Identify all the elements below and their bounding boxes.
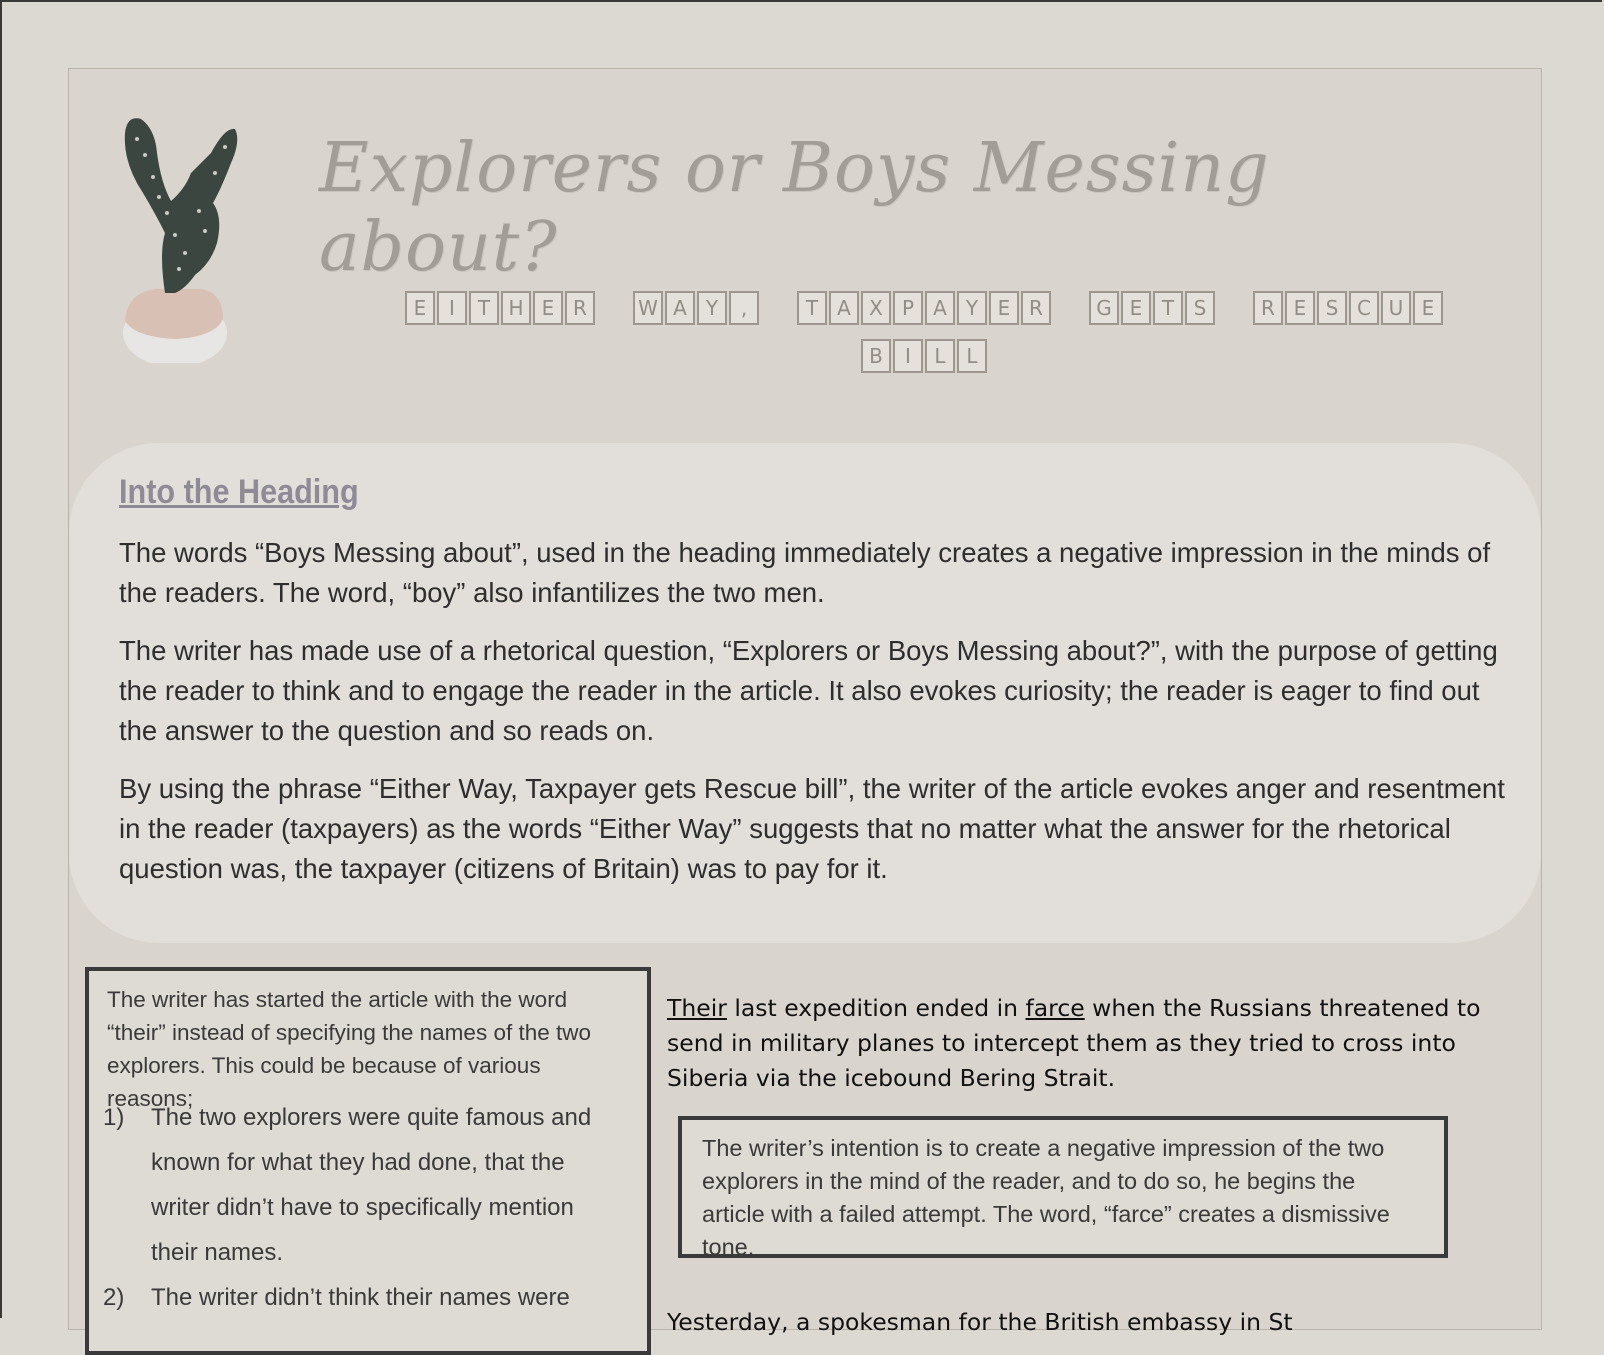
letter-tile: L — [925, 339, 955, 373]
letter-tile: P — [893, 291, 923, 325]
underlined-word-farce: farce — [1025, 994, 1085, 1022]
letter-tile: Y — [957, 291, 987, 325]
letter-tile: I — [893, 339, 923, 373]
letter-tile: R — [1253, 291, 1283, 325]
letter-tile: T — [1153, 291, 1183, 325]
subtitle-word — [860, 332, 988, 380]
letter-tile: E — [989, 291, 1019, 325]
list-number: 2) — [103, 1284, 125, 1311]
section-heading: Into the Heading — [119, 473, 359, 511]
annotation-box-their — [85, 967, 651, 1355]
excerpt-text: last expedition ended in — [726, 994, 1026, 1022]
paragraph-3: By using the phrase “Either Way, Taxpayer gets Rescue bill”, the writer of the article evokes anger and resentment in the reader (taxpayers) as the words “Either Way” suggests that no matter what the answer for the rhetorical question was, the taxpayer (citizens of Britain) was to pay for it. — [119, 773, 1505, 884]
underlined-word-their: Their — [667, 994, 727, 1022]
annotation-box-farce: The writer’s intention is to create a negative impression of the two explorers in the mind of the reader, and to do so, he begins the article with a failed attempt. The word, “farce” creates a dismissive tone. — [678, 1116, 1448, 1258]
letter-tile: I — [437, 291, 467, 325]
worksheet-page — [68, 68, 1542, 1336]
letter-tile: R — [565, 291, 595, 325]
subtitle-tiles — [309, 284, 1539, 380]
cactus-illustration — [115, 93, 245, 363]
list-item — [103, 1095, 621, 1275]
excerpt-text: when the Russians threatened to send in military planes to intercept them as they tried to cross into Siberia via the icebound Bering Strait. — [667, 994, 1481, 1092]
letter-tile: , — [729, 291, 759, 325]
letter-tile: E — [1121, 291, 1151, 325]
letter-tile: E — [1285, 291, 1315, 325]
list-text: The two explorers were quite famous and known for what they had done, that the writer didn’t have to specifically mention their names. — [151, 1104, 592, 1266]
list-item — [103, 1275, 621, 1320]
letter-tile: R — [1021, 291, 1051, 325]
subtitle-word — [632, 284, 760, 332]
letter-tile: S — [1317, 291, 1347, 325]
letter-tile: E — [405, 291, 435, 325]
letter-tile: E — [1413, 291, 1443, 325]
subtitle-word — [1252, 284, 1444, 332]
letter-tile: G — [1089, 291, 1119, 325]
letter-tile: S — [1185, 291, 1215, 325]
letter-tile: A — [665, 291, 695, 325]
subtitle-word — [404, 284, 596, 332]
annotation-intro: The writer has started the article with the word “their” instead of specifying the names of the two explorers. This could be because of various reasons; — [107, 987, 592, 1111]
letter-tile: L — [957, 339, 987, 373]
subtitle-word — [1088, 284, 1216, 332]
list-text: The writer didn’t think their names were — [151, 1284, 570, 1311]
letter-tile: B — [861, 339, 891, 373]
list-number: 1) — [103, 1104, 125, 1131]
letter-tile: E — [533, 291, 563, 325]
subtitle-word — [796, 284, 1052, 332]
letter-tile: T — [797, 291, 827, 325]
paragraph-1: The words “Boys Messing about”, used in the heading immediately creates a negative impression in the minds of the readers. The word, “boy” also infantilizes the two men. — [119, 537, 1491, 608]
letter-tile: W — [633, 291, 663, 325]
letter-tile: A — [829, 291, 859, 325]
letter-tile: A — [925, 291, 955, 325]
article-excerpt — [667, 991, 1487, 1096]
letter-tile: Y — [697, 291, 727, 325]
heading-analysis-panel — [69, 443, 1541, 943]
paragraph-2: The writer has made use of a rhetorical question, “Explorers or Boys Messing about?”, with the purpose of getting the reader to think and to engage the reader in the article. It also evokes curiosity; the reader is eager to find out the answer to the question and so reads on. — [119, 635, 1498, 746]
letter-tile: U — [1381, 291, 1411, 325]
letter-tile: T — [469, 291, 499, 325]
letter-tile: H — [501, 291, 531, 325]
page-title: Explorers or Boys Messing about? — [319, 129, 1270, 287]
letter-tile: X — [861, 291, 891, 325]
next-excerpt: Yesterday, a spokesman for the British embassy in St — [667, 1308, 1293, 1336]
letter-tile: C — [1349, 291, 1379, 325]
